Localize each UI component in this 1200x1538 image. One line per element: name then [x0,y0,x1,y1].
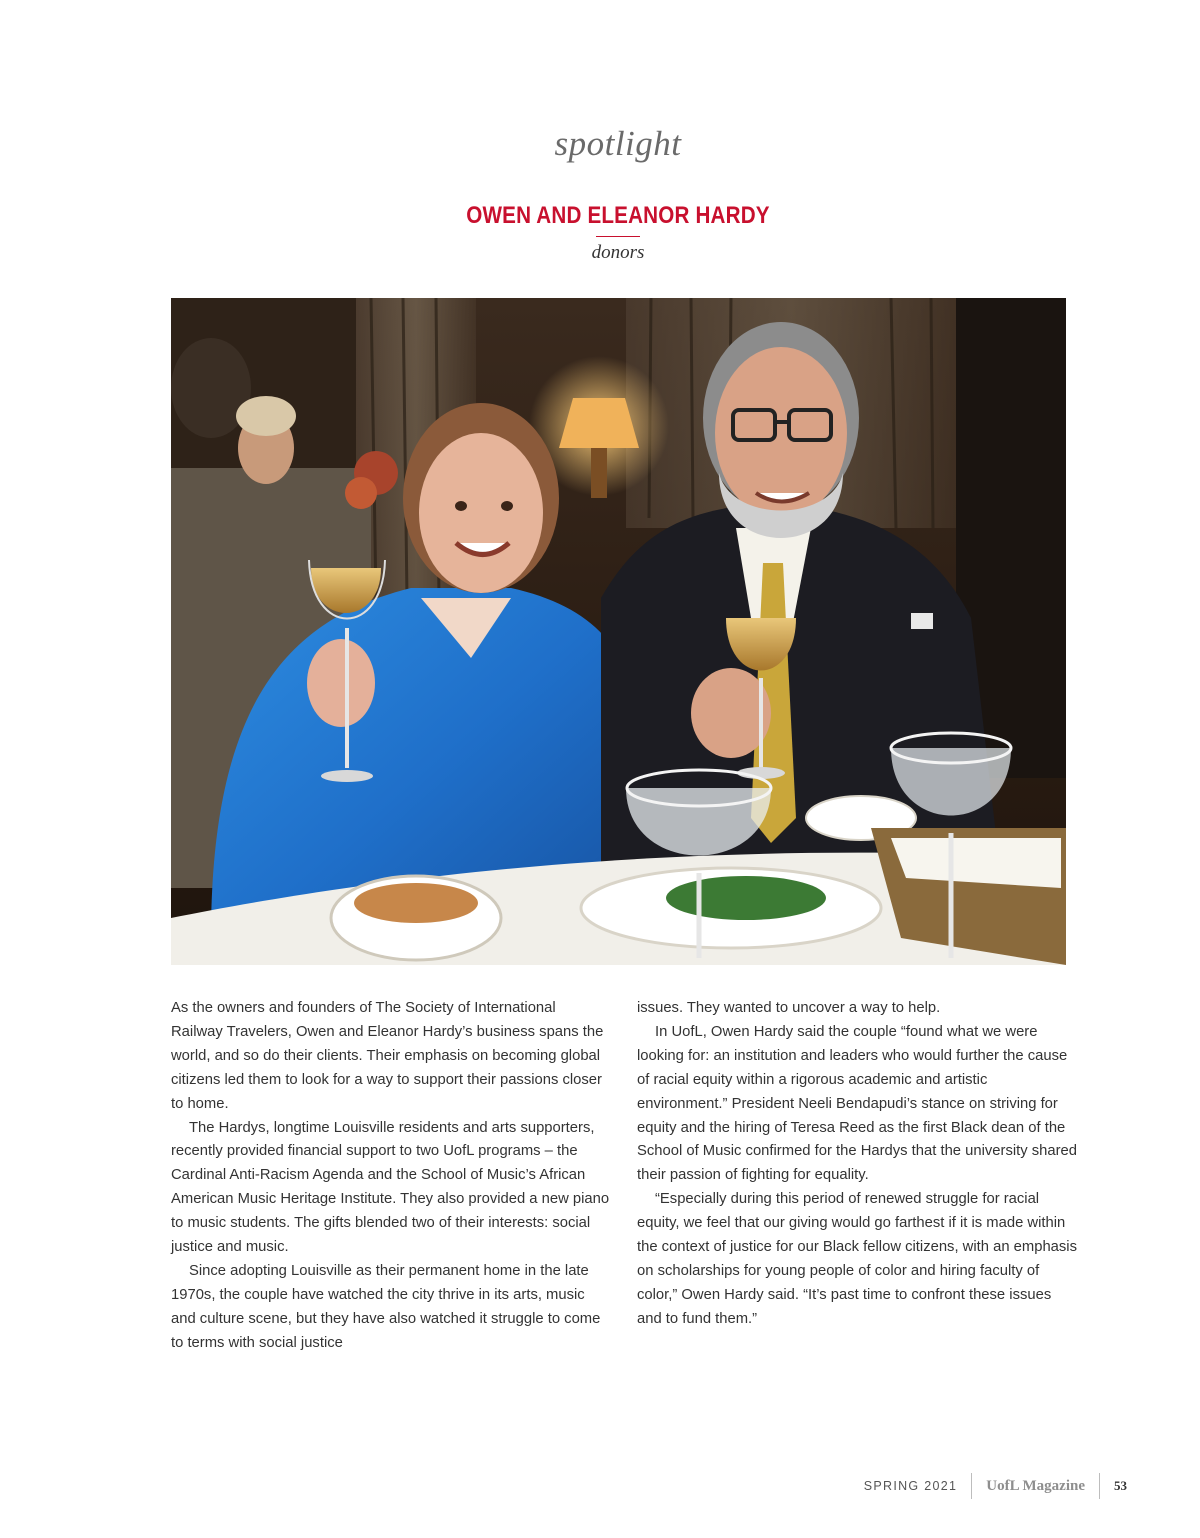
feature-photo [171,298,1066,965]
issue-label: SPRING 2021 [863,1479,958,1493]
paragraph: The Hardys, longtime Louisville residents and arts supporters, recently provided financial support to two UofL programs – the Cardinal Anti-Racism Agenda and the School of Music’s African American Music Heritage Institute. They also provided a new piano to music students. The gifts blended two of their interests: social justice and music. [171,1119,610,1256]
article-column-right [637,997,1077,1332]
magazine-name: UofL Magazine [986,1477,1085,1494]
article-column-left [171,997,611,1356]
page-footer [864,1472,1127,1500]
paragraph: In UofL, Owen Hardy said the couple “found what we were looking for: an institution and leaders who would further the cause of racial equity within a rigorous academic and artistic environment.” President Neeli Bendapudi’s stance on striving for equity and the hiring of Teresa Reed as the first Black dean of the School of Music confirmed for the Hardys that the university shared their passion of fighting for equality. [637,1023,1077,1184]
article-subtitle: donors [591,242,645,263]
section-label: spotlight [554,124,682,163]
paragraph: As the owners and founders of The Society of International Railway Travelers, Owen and Eleanor Hardy’s business spans the world, and so do their clients. Their emphasis on becoming global citizens led them to look for a way to support their passions closer to home. [171,1000,604,1112]
paragraph: “Especially during this period of renewed struggle for racial equity, we feel that our giving would go farthest if it is made within the context of justice for our Black fellow citizens, with an emphasis on scholarships for young people of color and hiring faculty of color,” Owen Hardy said. “It’s past time to confront these issues and to fund them.” [637,1191,1077,1327]
headline-rule [596,236,640,237]
page-number: 53 [1114,1478,1127,1493]
article-headline: OWEN AND ELEANOR HARDY [466,202,770,229]
paragraph: issues. They wanted to uncover a way to help. [637,1000,941,1016]
paragraph: Since adopting Louisville as their permanent home in the late 1970s, the couple have watched the city thrive in its arts, music and culture scene, but they have also watched it struggle to come to terms with social justice [171,1262,601,1351]
